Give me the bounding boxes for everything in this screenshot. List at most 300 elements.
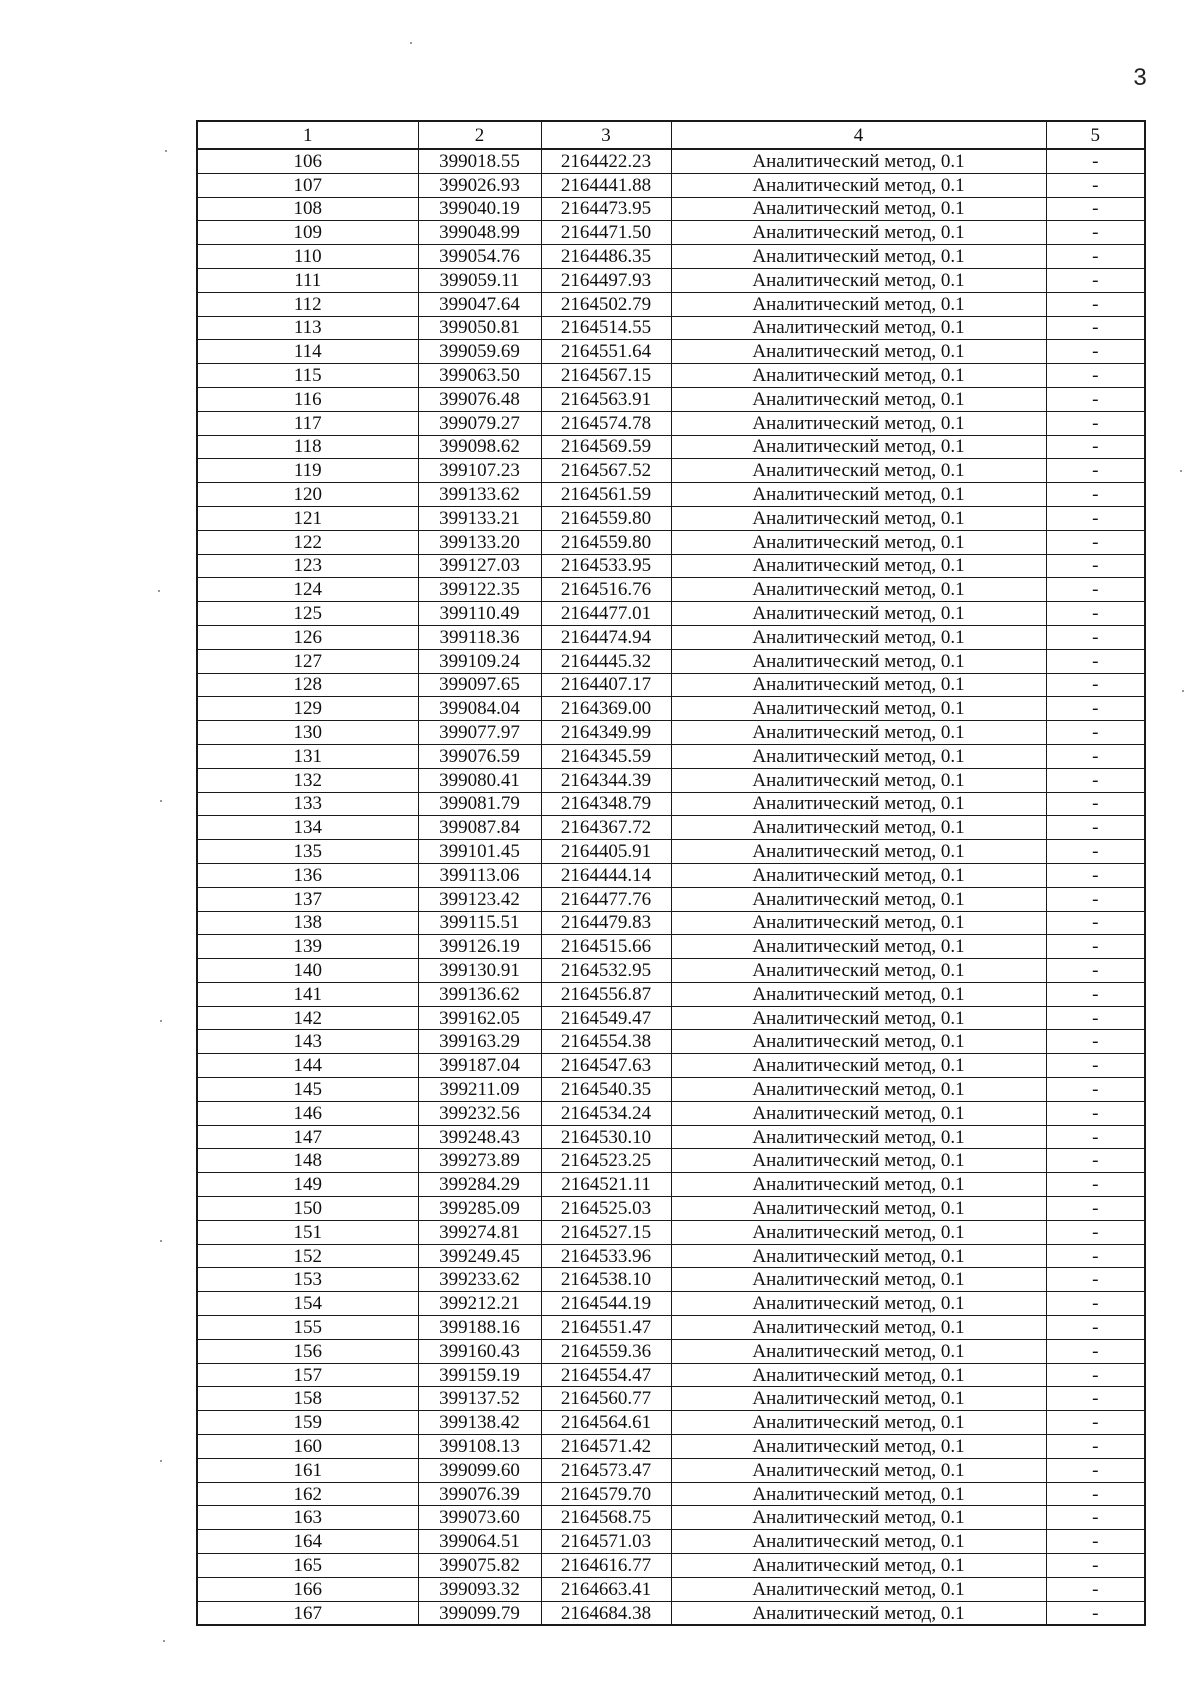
x-coordinate-cell: 399133.20 — [418, 530, 541, 554]
y-coordinate-cell: 2164345.59 — [541, 744, 671, 768]
x-coordinate-cell: 399118.36 — [418, 625, 541, 649]
x-coordinate-cell: 399108.13 — [418, 1435, 541, 1459]
description-cell: - — [1046, 1292, 1145, 1316]
table-row — [197, 1506, 1145, 1530]
table-row — [197, 649, 1145, 673]
x-coordinate-cell: 399087.84 — [418, 816, 541, 840]
y-coordinate-cell: 2164441.88 — [541, 173, 671, 197]
page-number: 3 — [1133, 64, 1147, 91]
x-coordinate-cell: 399163.29 — [418, 1030, 541, 1054]
method-accuracy-cell: Аналитический метод, 0.1 — [671, 268, 1046, 292]
x-coordinate-cell: 399127.03 — [418, 554, 541, 578]
description-cell: - — [1046, 1458, 1145, 1482]
table-row — [197, 1173, 1145, 1197]
point-number-cell: 150 — [197, 1197, 418, 1221]
x-coordinate-cell: 399079.27 — [418, 411, 541, 435]
description-cell: - — [1046, 1244, 1145, 1268]
y-coordinate-cell: 2164559.36 — [541, 1339, 671, 1363]
description-cell: - — [1046, 697, 1145, 721]
point-number-cell: 142 — [197, 1006, 418, 1030]
y-coordinate-cell: 2164568.75 — [541, 1506, 671, 1530]
description-cell: - — [1046, 1268, 1145, 1292]
method-accuracy-cell: Аналитический метод, 0.1 — [671, 1006, 1046, 1030]
table-row — [197, 863, 1145, 887]
method-accuracy-cell: Аналитический метод, 0.1 — [671, 483, 1046, 507]
x-coordinate-cell: 399110.49 — [418, 602, 541, 626]
y-coordinate-cell: 2164422.23 — [541, 149, 671, 173]
table-row — [197, 1530, 1145, 1554]
y-coordinate-cell: 2164532.95 — [541, 959, 671, 983]
x-coordinate-cell: 399249.45 — [418, 1244, 541, 1268]
x-coordinate-cell: 399123.42 — [418, 887, 541, 911]
point-number-cell: 146 — [197, 1101, 418, 1125]
point-number-cell: 134 — [197, 816, 418, 840]
y-coordinate-cell: 2164523.25 — [541, 1149, 671, 1173]
table-row — [197, 1244, 1145, 1268]
y-coordinate-cell: 2164547.63 — [541, 1054, 671, 1078]
x-coordinate-cell: 399274.81 — [418, 1220, 541, 1244]
table-row — [197, 911, 1145, 935]
x-coordinate-cell: 399126.19 — [418, 935, 541, 959]
table-row — [197, 959, 1145, 983]
table-row — [197, 221, 1145, 245]
y-coordinate-cell: 2164479.83 — [541, 911, 671, 935]
x-coordinate-cell: 399076.59 — [418, 744, 541, 768]
y-coordinate-cell: 2164486.35 — [541, 245, 671, 269]
y-coordinate-cell: 2164616.77 — [541, 1554, 671, 1578]
table-row — [197, 816, 1145, 840]
x-coordinate-cell: 399099.79 — [418, 1601, 541, 1625]
y-coordinate-cell: 2164477.01 — [541, 602, 671, 626]
scan-speck — [160, 1240, 162, 1242]
description-cell: - — [1046, 982, 1145, 1006]
y-coordinate-cell: 2164534.24 — [541, 1101, 671, 1125]
y-coordinate-cell: 2164564.61 — [541, 1411, 671, 1435]
point-number-cell: 157 — [197, 1363, 418, 1387]
table-row — [197, 364, 1145, 388]
x-coordinate-cell: 399081.79 — [418, 792, 541, 816]
table-row — [197, 1125, 1145, 1149]
x-coordinate-cell: 399133.21 — [418, 506, 541, 530]
x-coordinate-cell: 399188.16 — [418, 1316, 541, 1340]
method-accuracy-cell: Аналитический метод, 0.1 — [671, 863, 1046, 887]
table-row — [197, 459, 1145, 483]
x-coordinate-cell: 399026.93 — [418, 173, 541, 197]
point-number-cell: 113 — [197, 316, 418, 340]
table-row — [197, 744, 1145, 768]
description-cell: - — [1046, 530, 1145, 554]
y-coordinate-cell: 2164533.96 — [541, 1244, 671, 1268]
point-number-cell: 126 — [197, 625, 418, 649]
table-row — [197, 1030, 1145, 1054]
description-cell: - — [1046, 554, 1145, 578]
x-coordinate-cell: 399050.81 — [418, 316, 541, 340]
x-coordinate-cell: 399076.39 — [418, 1482, 541, 1506]
y-coordinate-cell: 2164556.87 — [541, 982, 671, 1006]
y-coordinate-cell: 2164567.15 — [541, 364, 671, 388]
description-cell: - — [1046, 506, 1145, 530]
table-row — [197, 578, 1145, 602]
table-row — [197, 673, 1145, 697]
point-number-cell: 162 — [197, 1482, 418, 1506]
description-cell: - — [1046, 1149, 1145, 1173]
table-row — [197, 149, 1145, 173]
point-number-cell: 120 — [197, 483, 418, 507]
method-accuracy-cell: Аналитический метод, 0.1 — [671, 197, 1046, 221]
description-cell: - — [1046, 602, 1145, 626]
y-coordinate-cell: 2164525.03 — [541, 1197, 671, 1221]
point-number-cell: 152 — [197, 1244, 418, 1268]
method-accuracy-cell: Аналитический метод, 0.1 — [671, 673, 1046, 697]
description-cell: - — [1046, 1601, 1145, 1625]
x-coordinate-cell: 399073.60 — [418, 1506, 541, 1530]
description-cell: - — [1046, 911, 1145, 935]
point-number-cell: 123 — [197, 554, 418, 578]
y-coordinate-cell: 2164497.93 — [541, 268, 671, 292]
table-body — [197, 149, 1145, 1625]
point-number-cell: 119 — [197, 459, 418, 483]
x-coordinate-cell: 399097.65 — [418, 673, 541, 697]
table-row — [197, 1268, 1145, 1292]
method-accuracy-cell: Аналитический метод, 0.1 — [671, 1316, 1046, 1340]
y-coordinate-cell: 2164540.35 — [541, 1078, 671, 1102]
y-coordinate-cell: 2164579.70 — [541, 1482, 671, 1506]
x-coordinate-cell: 399233.62 — [418, 1268, 541, 1292]
table-row — [197, 1363, 1145, 1387]
table-row — [197, 1339, 1145, 1363]
y-coordinate-cell: 2164514.55 — [541, 316, 671, 340]
x-coordinate-cell: 399101.45 — [418, 840, 541, 864]
method-accuracy-cell: Аналитический метод, 0.1 — [671, 221, 1046, 245]
description-cell: - — [1046, 863, 1145, 887]
method-accuracy-cell: Аналитический метод, 0.1 — [671, 1220, 1046, 1244]
description-cell: - — [1046, 1316, 1145, 1340]
point-number-cell: 141 — [197, 982, 418, 1006]
point-number-cell: 128 — [197, 673, 418, 697]
method-accuracy-cell: Аналитический метод, 0.1 — [671, 506, 1046, 530]
table-row — [197, 1054, 1145, 1078]
point-number-cell: 124 — [197, 578, 418, 602]
point-number-cell: 144 — [197, 1054, 418, 1078]
point-number-cell: 132 — [197, 768, 418, 792]
scan-speck — [160, 1020, 162, 1022]
method-accuracy-cell: Аналитический метод, 0.1 — [671, 578, 1046, 602]
y-coordinate-cell: 2164684.38 — [541, 1601, 671, 1625]
point-number-cell: 107 — [197, 173, 418, 197]
y-coordinate-cell: 2164544.19 — [541, 1292, 671, 1316]
table-row — [197, 1458, 1145, 1482]
description-cell: - — [1046, 768, 1145, 792]
point-number-cell: 136 — [197, 863, 418, 887]
point-number-cell: 122 — [197, 530, 418, 554]
y-coordinate-cell: 2164574.78 — [541, 411, 671, 435]
description-cell: - — [1046, 1220, 1145, 1244]
x-coordinate-cell: 399059.11 — [418, 268, 541, 292]
description-cell: - — [1046, 435, 1145, 459]
table-row — [197, 1482, 1145, 1506]
y-coordinate-cell: 2164573.47 — [541, 1458, 671, 1482]
description-cell: - — [1046, 149, 1145, 173]
description-cell: - — [1046, 1054, 1145, 1078]
method-accuracy-cell: Аналитический метод, 0.1 — [671, 1530, 1046, 1554]
x-coordinate-cell: 399187.04 — [418, 1054, 541, 1078]
description-cell: - — [1046, 578, 1145, 602]
description-cell: - — [1046, 1387, 1145, 1411]
table-row — [197, 483, 1145, 507]
y-coordinate-cell: 2164559.80 — [541, 530, 671, 554]
x-coordinate-cell: 399137.52 — [418, 1387, 541, 1411]
column-header-4: 4 — [671, 121, 1046, 149]
description-cell: - — [1046, 173, 1145, 197]
method-accuracy-cell: Аналитический метод, 0.1 — [671, 1054, 1046, 1078]
table-row — [197, 792, 1145, 816]
x-coordinate-cell: 399080.41 — [418, 768, 541, 792]
point-number-cell: 158 — [197, 1387, 418, 1411]
table-row — [197, 197, 1145, 221]
scan-speck — [410, 42, 412, 44]
description-cell: - — [1046, 1530, 1145, 1554]
description-cell: - — [1046, 197, 1145, 221]
x-coordinate-cell: 399109.24 — [418, 649, 541, 673]
header-row — [197, 121, 1145, 149]
point-number-cell: 148 — [197, 1149, 418, 1173]
method-accuracy-cell: Аналитический метод, 0.1 — [671, 1601, 1046, 1625]
x-coordinate-cell: 399018.55 — [418, 149, 541, 173]
x-coordinate-cell: 399113.06 — [418, 863, 541, 887]
y-coordinate-cell: 2164551.64 — [541, 340, 671, 364]
method-accuracy-cell: Аналитический метод, 0.1 — [671, 768, 1046, 792]
scan-speck — [158, 590, 160, 592]
point-number-cell: 106 — [197, 149, 418, 173]
y-coordinate-cell: 2164477.76 — [541, 887, 671, 911]
table-row — [197, 697, 1145, 721]
method-accuracy-cell: Аналитический метод, 0.1 — [671, 1577, 1046, 1601]
table-row — [197, 1387, 1145, 1411]
table-row — [197, 1006, 1145, 1030]
y-coordinate-cell: 2164530.10 — [541, 1125, 671, 1149]
method-accuracy-cell: Аналитический метод, 0.1 — [671, 1292, 1046, 1316]
x-coordinate-cell: 399273.89 — [418, 1149, 541, 1173]
point-number-cell: 149 — [197, 1173, 418, 1197]
description-cell: - — [1046, 1482, 1145, 1506]
description-cell: - — [1046, 935, 1145, 959]
point-number-cell: 110 — [197, 245, 418, 269]
description-cell: - — [1046, 625, 1145, 649]
method-accuracy-cell: Аналитический метод, 0.1 — [671, 364, 1046, 388]
y-coordinate-cell: 2164533.95 — [541, 554, 671, 578]
point-number-cell: 118 — [197, 435, 418, 459]
table-row — [197, 721, 1145, 745]
description-cell: - — [1046, 1363, 1145, 1387]
description-cell: - — [1046, 459, 1145, 483]
column-header-5: 5 — [1046, 121, 1145, 149]
method-accuracy-cell: Аналитический метод, 0.1 — [671, 792, 1046, 816]
table-row — [197, 530, 1145, 554]
table-row — [197, 1601, 1145, 1625]
method-accuracy-cell: Аналитический метод, 0.1 — [671, 435, 1046, 459]
x-coordinate-cell: 399248.43 — [418, 1125, 541, 1149]
y-coordinate-cell: 2164473.95 — [541, 197, 671, 221]
x-coordinate-cell: 399064.51 — [418, 1530, 541, 1554]
description-cell: - — [1046, 1554, 1145, 1578]
y-coordinate-cell: 2164521.11 — [541, 1173, 671, 1197]
table-row — [197, 268, 1145, 292]
x-coordinate-cell: 399063.50 — [418, 364, 541, 388]
table-row — [197, 1411, 1145, 1435]
point-number-cell: 115 — [197, 364, 418, 388]
table-row — [197, 1220, 1145, 1244]
method-accuracy-cell: Аналитический метод, 0.1 — [671, 935, 1046, 959]
table-row — [197, 840, 1145, 864]
point-number-cell: 151 — [197, 1220, 418, 1244]
method-accuracy-cell: Аналитический метод, 0.1 — [671, 1149, 1046, 1173]
point-number-cell: 167 — [197, 1601, 418, 1625]
table-row — [197, 387, 1145, 411]
point-number-cell: 145 — [197, 1078, 418, 1102]
description-cell: - — [1046, 1006, 1145, 1030]
description-cell: - — [1046, 792, 1145, 816]
method-accuracy-cell: Аналитический метод, 0.1 — [671, 387, 1046, 411]
point-number-cell: 154 — [197, 1292, 418, 1316]
table-header — [197, 121, 1145, 149]
description-cell: - — [1046, 364, 1145, 388]
method-accuracy-cell: Аналитический метод, 0.1 — [671, 149, 1046, 173]
description-cell: - — [1046, 1411, 1145, 1435]
x-coordinate-cell: 399232.56 — [418, 1101, 541, 1125]
y-coordinate-cell: 2164551.47 — [541, 1316, 671, 1340]
method-accuracy-cell: Аналитический метод, 0.1 — [671, 911, 1046, 935]
x-coordinate-cell: 399040.19 — [418, 197, 541, 221]
y-coordinate-cell: 2164348.79 — [541, 792, 671, 816]
x-coordinate-cell: 399285.09 — [418, 1197, 541, 1221]
method-accuracy-cell: Аналитический метод, 0.1 — [671, 959, 1046, 983]
y-coordinate-cell: 2164349.99 — [541, 721, 671, 745]
point-number-cell: 165 — [197, 1554, 418, 1578]
point-number-cell: 135 — [197, 840, 418, 864]
point-number-cell: 108 — [197, 197, 418, 221]
description-cell: - — [1046, 721, 1145, 745]
x-coordinate-cell: 399136.62 — [418, 982, 541, 1006]
x-coordinate-cell: 399162.05 — [418, 1006, 541, 1030]
y-coordinate-cell: 2164471.50 — [541, 221, 671, 245]
table-row — [197, 1316, 1145, 1340]
method-accuracy-cell: Аналитический метод, 0.1 — [671, 173, 1046, 197]
table-row — [197, 1078, 1145, 1102]
description-cell: - — [1046, 887, 1145, 911]
point-number-cell: 133 — [197, 792, 418, 816]
description-cell: - — [1046, 1435, 1145, 1459]
point-number-cell: 164 — [197, 1530, 418, 1554]
x-coordinate-cell: 399284.29 — [418, 1173, 541, 1197]
x-coordinate-cell: 399160.43 — [418, 1339, 541, 1363]
x-coordinate-cell: 399130.91 — [418, 959, 541, 983]
x-coordinate-cell: 399084.04 — [418, 697, 541, 721]
column-header-3: 3 — [541, 121, 671, 149]
method-accuracy-cell: Аналитический метод, 0.1 — [671, 1268, 1046, 1292]
y-coordinate-cell: 2164474.94 — [541, 625, 671, 649]
x-coordinate-cell: 399107.23 — [418, 459, 541, 483]
y-coordinate-cell: 2164502.79 — [541, 292, 671, 316]
method-accuracy-cell: Аналитический метод, 0.1 — [671, 1173, 1046, 1197]
x-coordinate-cell: 399093.32 — [418, 1577, 541, 1601]
column-header-2: 2 — [418, 121, 541, 149]
method-accuracy-cell: Аналитический метод, 0.1 — [671, 1482, 1046, 1506]
table-row — [197, 887, 1145, 911]
scan-speck — [1180, 470, 1182, 472]
x-coordinate-cell: 399115.51 — [418, 911, 541, 935]
table-row — [197, 340, 1145, 364]
method-accuracy-cell: Аналитический метод, 0.1 — [671, 1411, 1046, 1435]
method-accuracy-cell: Аналитический метод, 0.1 — [671, 840, 1046, 864]
x-coordinate-cell: 399077.97 — [418, 721, 541, 745]
method-accuracy-cell: Аналитический метод, 0.1 — [671, 1435, 1046, 1459]
description-cell: - — [1046, 1577, 1145, 1601]
point-number-cell: 163 — [197, 1506, 418, 1530]
point-number-cell: 121 — [197, 506, 418, 530]
method-accuracy-cell: Аналитический метод, 0.1 — [671, 245, 1046, 269]
table-row — [197, 982, 1145, 1006]
method-accuracy-cell: Аналитический метод, 0.1 — [671, 340, 1046, 364]
y-coordinate-cell: 2164561.59 — [541, 483, 671, 507]
description-cell: - — [1046, 387, 1145, 411]
x-coordinate-cell: 399059.69 — [418, 340, 541, 364]
x-coordinate-cell: 399212.21 — [418, 1292, 541, 1316]
method-accuracy-cell: Аналитический метод, 0.1 — [671, 459, 1046, 483]
method-accuracy-cell: Аналитический метод, 0.1 — [671, 816, 1046, 840]
method-accuracy-cell: Аналитический метод, 0.1 — [671, 1458, 1046, 1482]
method-accuracy-cell: Аналитический метод, 0.1 — [671, 316, 1046, 340]
description-cell: - — [1046, 316, 1145, 340]
description-cell: - — [1046, 744, 1145, 768]
method-accuracy-cell: Аналитический метод, 0.1 — [671, 1030, 1046, 1054]
method-accuracy-cell: Аналитический метод, 0.1 — [671, 887, 1046, 911]
point-number-cell: 131 — [197, 744, 418, 768]
table-row — [197, 1577, 1145, 1601]
table-row — [197, 554, 1145, 578]
column-header-1: 1 — [197, 121, 418, 149]
y-coordinate-cell: 2164445.32 — [541, 649, 671, 673]
description-cell: - — [1046, 649, 1145, 673]
description-cell: - — [1046, 292, 1145, 316]
x-coordinate-cell: 399047.64 — [418, 292, 541, 316]
point-number-cell: 139 — [197, 935, 418, 959]
y-coordinate-cell: 2164515.66 — [541, 935, 671, 959]
method-accuracy-cell: Аналитический метод, 0.1 — [671, 1339, 1046, 1363]
y-coordinate-cell: 2164569.59 — [541, 435, 671, 459]
method-accuracy-cell: Аналитический метод, 0.1 — [671, 1387, 1046, 1411]
table-row — [197, 173, 1145, 197]
scan-speck — [160, 800, 162, 802]
description-cell: - — [1046, 1101, 1145, 1125]
table-row — [197, 768, 1145, 792]
y-coordinate-cell: 2164559.80 — [541, 506, 671, 530]
point-number-cell: 140 — [197, 959, 418, 983]
method-accuracy-cell: Аналитический метод, 0.1 — [671, 1101, 1046, 1125]
x-coordinate-cell: 399122.35 — [418, 578, 541, 602]
method-accuracy-cell: Аналитический метод, 0.1 — [671, 602, 1046, 626]
point-number-cell: 114 — [197, 340, 418, 364]
point-number-cell: 138 — [197, 911, 418, 935]
y-coordinate-cell: 2164563.91 — [541, 387, 671, 411]
y-coordinate-cell: 2164571.03 — [541, 1530, 671, 1554]
method-accuracy-cell: Аналитический метод, 0.1 — [671, 721, 1046, 745]
method-accuracy-cell: Аналитический метод, 0.1 — [671, 744, 1046, 768]
point-number-cell: 153 — [197, 1268, 418, 1292]
description-cell: - — [1046, 221, 1145, 245]
y-coordinate-cell: 2164405.91 — [541, 840, 671, 864]
method-accuracy-cell: Аналитический метод, 0.1 — [671, 554, 1046, 578]
point-number-cell: 156 — [197, 1339, 418, 1363]
